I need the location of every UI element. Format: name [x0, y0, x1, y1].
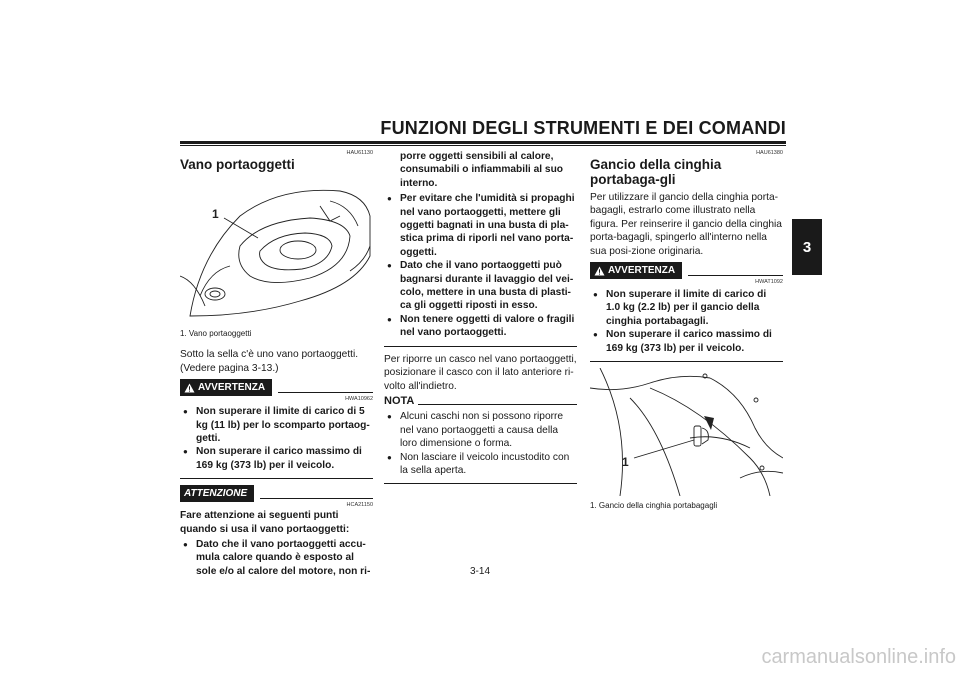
caution-list [180, 538, 373, 578]
warning-triangle-icon [184, 383, 195, 393]
warning-badge [590, 262, 682, 279]
list-item: ● Alcuni caschi non si possono riporre nel vano portaoggetti a causa della loro dimensione o forma. [384, 410, 577, 450]
warning-label: AVVERTENZA [198, 382, 266, 394]
warning-header-rule [688, 275, 783, 276]
list-item: ● Non superare il limite di carico di 1.0 kg (2.2 lb) per il gancio della cinghia portabagagli. [590, 288, 783, 328]
figure-callout: 1 [622, 455, 629, 470]
list-item: ● Non lasciare il veicolo incustodito con la sella aperta. [384, 451, 577, 478]
warning-end-rule [590, 361, 783, 362]
caution-end-rule [384, 346, 577, 347]
section-code: HAU61380 [756, 150, 783, 156]
warning-triangle-icon [594, 266, 605, 276]
warning-badge [180, 379, 272, 396]
figure-caption: 1. Vano portaoggetti [180, 329, 252, 338]
list-item: ● Non superare il carico massimo di 169 kg (373 lb) per il veicolo. [180, 445, 373, 472]
list-item: ● Per evitare che l'umidità si propaghi nel vano portaoggetti, mettere gli oggetti bagnati in una busta di pla-stica prima di riporli nel vano porta-oggetti. [384, 192, 577, 259]
caution-header-rule [260, 498, 373, 499]
list-item: ● Dato che il vano portaoggetti accu-mula calore quando è esposto al sole e/o al calore del motore, non ri- [180, 538, 373, 578]
chapter-tab: 3 [792, 219, 822, 275]
caution-intro: Fare attenzione ai seguenti punti quando si usa il vano portaoggetti: [180, 510, 350, 535]
caution-continued: porre oggetti sensibili al calore, consumabili o infiammabili al suo interno. [400, 151, 564, 189]
section-heading-storage: Vano portaoggetti [180, 157, 295, 172]
helmet-text: Per riporre un casco nel vano portaoggetti, posizionare il casco con il lato anteriore ri-volto all'indietro. [384, 353, 577, 392]
storage-intro-text: Sotto la sella c'è uno vano portaoggetti. (Vedere pagina 3-13.) [180, 349, 359, 374]
header-rule [180, 141, 786, 144]
page-number: 3-14 [469, 566, 490, 577]
nota-end-rule [384, 483, 577, 484]
nota-list [384, 410, 577, 477]
caution-badge [180, 485, 254, 502]
watermark: carmanualsonline.info [761, 646, 956, 668]
figure-luggage-hook [590, 368, 783, 496]
nota-label: NOTA [384, 394, 415, 407]
hook-text: Per utilizzare il gancio della cinghia porta-bagagli, estrarlo come illustrato nella figura. Per reinserire il gancio della cinghia porta-bagagli, spingerlo all'interno nella sua posi-zione originaria. [590, 192, 782, 257]
figure-callout: 1 [212, 207, 219, 221]
nota-header [384, 395, 577, 408]
list-item: ● Non tenere oggetti di valore o fragili nel vano portaoggetti. [384, 313, 577, 340]
caution-header [180, 485, 373, 502]
list-item: ● Non superare il limite di carico di 5 kg (11 lb) per lo scomparto portaog-getti. [180, 405, 373, 445]
caution-label: ATTENZIONE [184, 488, 248, 500]
figure-caption: 1. Gancio della cinghia portabagagli [590, 501, 718, 511]
page-header-title: FUNZIONI DEGLI STRUMENTI E DEI COMANDI [380, 118, 786, 138]
figure-storage-compartment [180, 176, 373, 324]
caution-code: HCA21150 [346, 502, 373, 509]
warning-header-rule [278, 392, 373, 393]
nota-header-rule [418, 404, 577, 405]
section-code: HAU61130 [346, 150, 373, 156]
warning-header [180, 379, 373, 396]
section-heading-hook: Gancio della cinghia portabaga-gli [590, 157, 722, 187]
column-2 [384, 150, 577, 490]
luggage-hook-illustration [590, 368, 783, 496]
warning-end-rule [180, 478, 373, 479]
header-rule-thin [180, 145, 786, 146]
warning-header [590, 262, 783, 279]
warning-label: AVVERTENZA [608, 264, 676, 276]
list-item: ● Non superare il carico massimo di 169 kg (373 lb) per il veicolo. [590, 328, 783, 355]
warning-code: HWAT1092 [755, 279, 783, 286]
list-item: ● Dato che il vano portaoggetti può bagnarsi durante il lavaggio del vei-colo, mettere in una busta di plasti-ca gli oggetti riposti in esso. [384, 259, 577, 313]
storage-compartment-illustration [180, 176, 373, 324]
warning-code: HWA10962 [345, 396, 373, 403]
warning-list [180, 405, 373, 472]
warning-list [590, 288, 783, 355]
column-3 [590, 150, 783, 512]
caution-list-continued [384, 192, 577, 339]
column-1 [180, 150, 373, 578]
